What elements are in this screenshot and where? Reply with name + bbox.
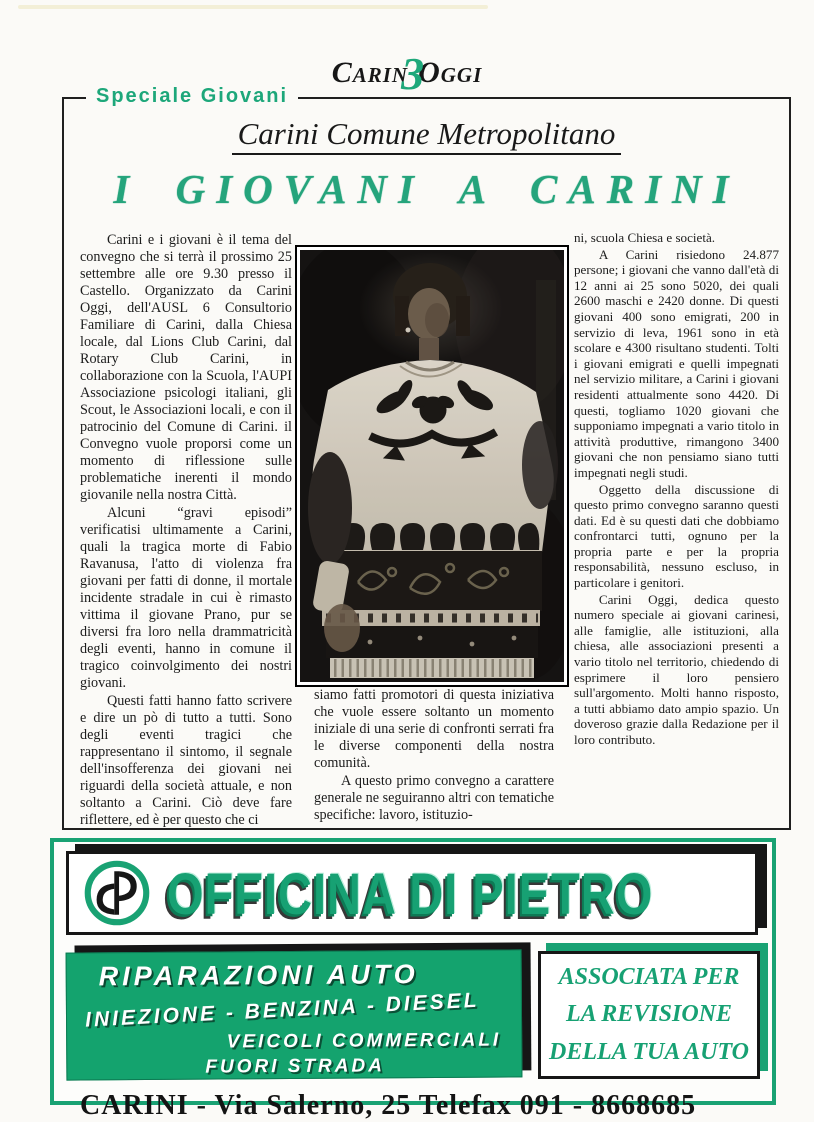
article-headline: I GIOVANI A CARINI <box>113 166 740 212</box>
paragraph: ni, scuola Chiesa e società. <box>574 230 716 245</box>
paragraph: A questo primo convegno a carattere generale ne seguiranno altri con tematiche specifiche: lavoro, istituzio- <box>314 773 554 823</box>
ad-association-line: DELLA TUA AUTO <box>548 1038 750 1065</box>
ad-service-line: FUORI STRADA <box>205 1055 385 1078</box>
masthead-digit: 3 <box>401 48 426 99</box>
ad-services-box <box>66 949 523 1080</box>
article-kicker: Carini Comune Metropolitano <box>232 116 622 155</box>
paragraph: siamo fatti promotori di questa iniziativa che vuole essere soltanto un momento iniziale di una serie di confronti serrati fra le diverse componenti della nostra comunità. <box>314 687 554 771</box>
paragraph: Questi fatti hanno fatto scrivere e dire un pò di tutto a tutti. Sono degli eventi tragici che rappresentano il sintomo, il segnale dell'insofferenza dei giovani nei riguardi della società attuale, e non soltanto a Carini. Ciò deve fare riflettere, ed è per questo che ci <box>80 693 292 828</box>
column-right <box>574 230 779 748</box>
ad-service-line: RIPARAZIONI AUTO <box>98 959 419 992</box>
ad-address: CARINI - Via Salerno, 25 Telefax 091 - 8668685 <box>80 1090 697 1121</box>
section-label: Speciale Giovani <box>86 85 298 108</box>
ad-title: OFFICINA DI PIETRO <box>167 859 654 927</box>
ad-association-line: ASSOCIATA PER <box>558 964 740 991</box>
scan-artifact <box>18 5 488 9</box>
kicker-wrap <box>64 116 789 155</box>
paragraph: Carini Oggi, dedica questo numero speciale ai giovani carinesi, alle famiglie, alle istituzioni, alla chiesa, alle associazioni presenti a vario titolo nel territorio, chiedendo di esprimere il loro pensiero sull'argomento. Molti hanno risposto, a tutti abbiamo dato ampio spazio. Un doveroso grazie dalla Redazione per il loro contributo. <box>574 591 779 747</box>
column-left <box>80 232 292 829</box>
column-middle <box>314 687 554 824</box>
ad-service-line: VEICOLI COMMERCIALI <box>226 1029 502 1053</box>
ad-row <box>66 951 760 1079</box>
ad-association-line: LA REVISIONE <box>565 1001 733 1028</box>
masthead-left: Carin <box>331 56 409 89</box>
article-photo <box>295 245 569 687</box>
paragraph: Carini e i giovani è il tema del convegno che si terrà il prossimo 25 settembre alle ore 9.30 presso il Castello. Organizzato da Carini Oggi, dell'AUSL 6 Consultorio Familiare di Carini, dalla Chiesa locale, dal Lions Club Carini, dal Rotary Club Carini, in collaborazione con la Scuola, l'AUPI Associazione psicologi italiani, gli Scout, le Associazioni locali, e con il patrocinio del Comune di Carini. il Convegno vuole proporsi come un momento di riflessione sulle problematiche inerenti il mondo giovanile nella nostra Città. <box>80 232 292 503</box>
dp-monogram-icon <box>83 859 151 927</box>
ad-service-line: INIEZIONE - BENZINA - DIESEL <box>84 988 481 1032</box>
photo-woman-floral-sweater <box>300 250 564 682</box>
paragraph: Alcuni “gravi episodi” verificatisi ultimamente a Carini, quali la tragica morte di Fabio Ravanusa, l'atto di violenza fra giovani per fatti di donne, il mortale incidente stradale in cui è rimasto vittima il giovane Prano, pur se diversi fra loro nella drammatricità degli eventi, hanno in comune il tragico coinvolgimento dei nostri giovani. <box>80 505 292 691</box>
article-frame <box>62 85 791 830</box>
ad-header-box <box>66 851 758 935</box>
ad-officina-di-pietro <box>50 838 776 1121</box>
paragraph: A Carini risiedono 24.877 persone; i giovani che vanno dall'età di 12 anni ai 25 sono 5020, dei quali 2600 maschi e 2420 donne. Di questi giovani 400 sono emigrati, 200 in servizio di leva, 1961 sono in età scolare e 4300 risultano studenti. Tolti i giovani emigrati e quelli impegnati nel servizio militare, a Carini i giovani residenti attualmente sono 4420. Di questi, togliamo 1020 giovani che supponiamo impegnati a vario titolo in attività produttive, rimangono 3400 giovani che non pensiamo siano tutti impegnati negli studi. <box>574 246 779 480</box>
ad-association-box <box>538 951 760 1079</box>
paragraph: Oggetto della discussione di questo primo convegno saranno questi dati. Ed è su questi dati che dobbiamo confrontarci tutti, ognuno per la propria parte e per la propria responsabilità, nessuno escluso, in particolare i genitori. <box>574 481 779 591</box>
masthead-right: Oggi <box>418 56 483 89</box>
